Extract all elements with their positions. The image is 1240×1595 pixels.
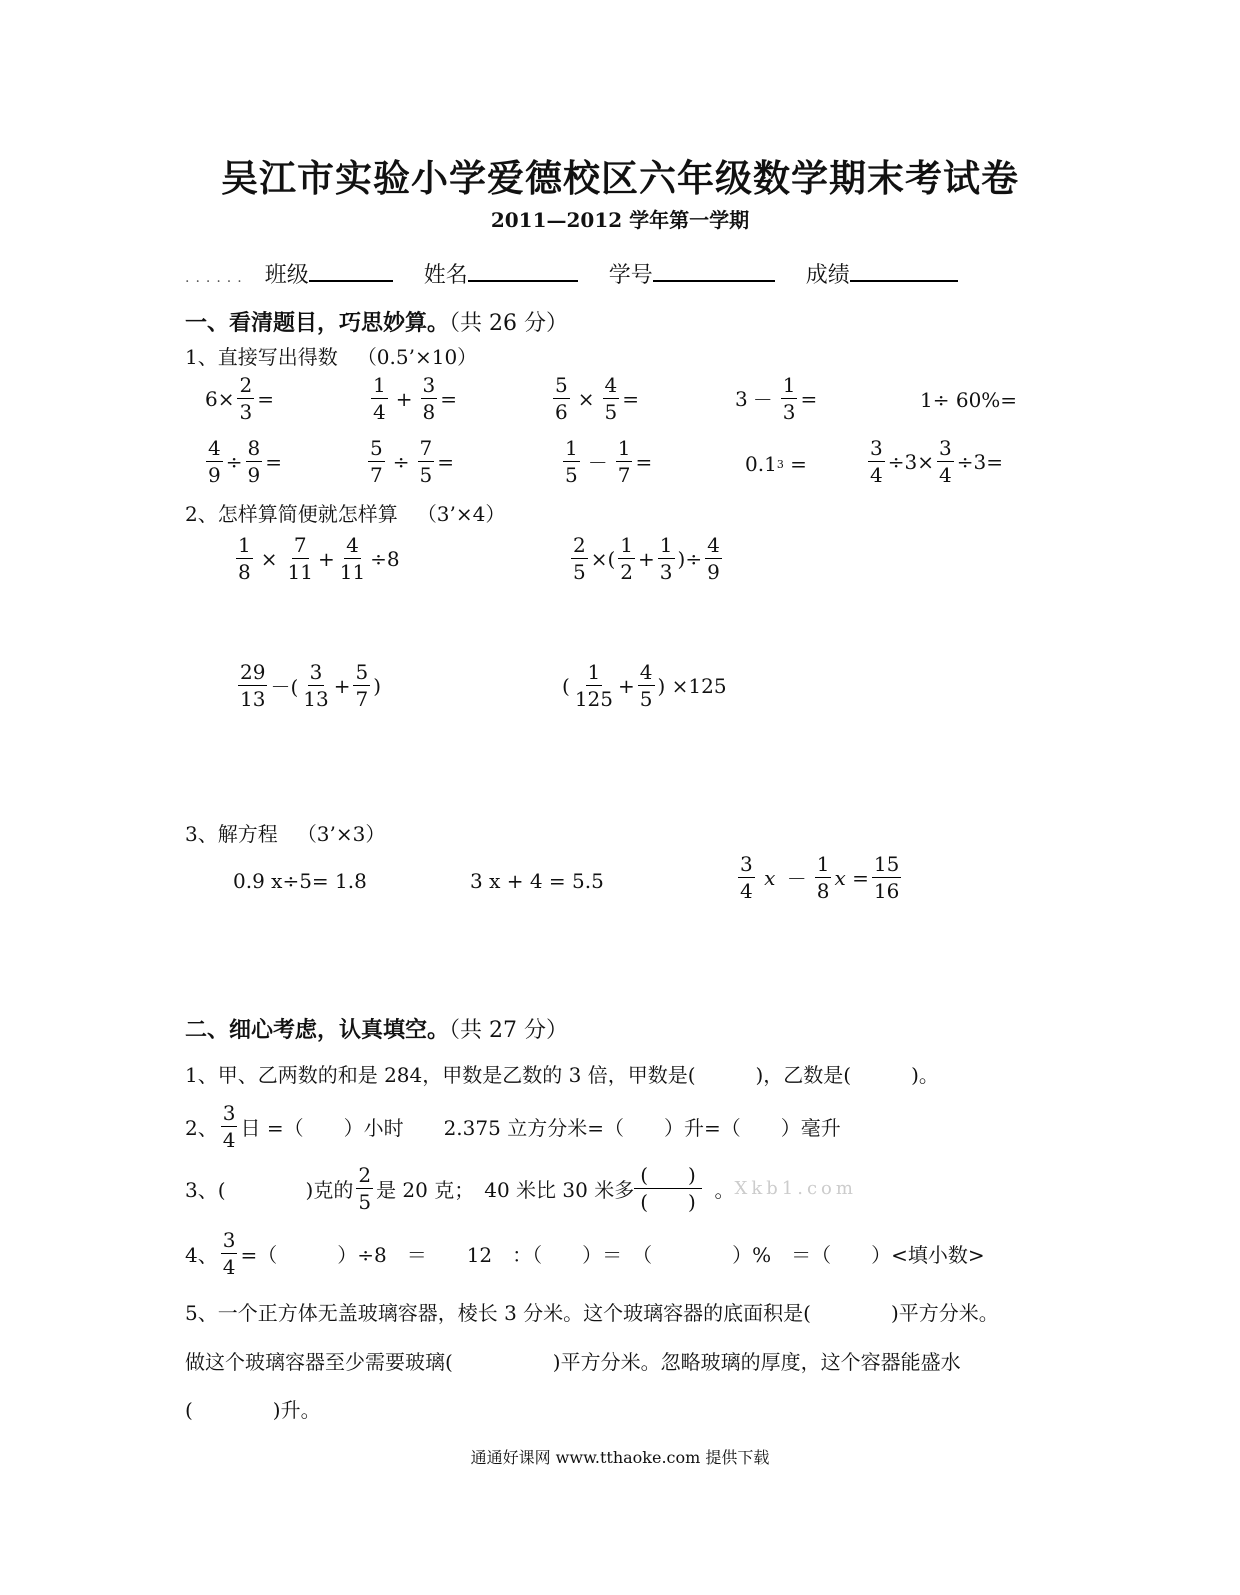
score-label: 成绩	[805, 263, 850, 288]
q3-label: 3、解方程	[185, 822, 278, 846]
section1-title: 一、看清题目，巧思妙算。	[185, 310, 450, 336]
calc-item-percent: 1÷ 60%=	[920, 388, 1018, 412]
empty-fraction[interactable]: ( ) ( )	[634, 1165, 702, 1212]
fill-q3: 3、( )克的 $\frac{2}{5}$ 是 20 克； 40 米比 30 米多 ( ) ( ) 。 Xkb1.com	[185, 1163, 857, 1214]
calc-item: $\frac{1}{4}$ + $\frac{3}{8}$ =	[373, 373, 457, 424]
fill-q1: 1、甲、乙两数的和是 284，甲数是乙数的 3 倍，甲数是( )，乙数是( )。	[185, 1063, 939, 1087]
calc-item: $\frac{4}{9}$ ÷ $\frac{8}{9}$ =	[208, 436, 282, 487]
class-label: 班级	[264, 263, 309, 288]
name-label: 姓名	[423, 263, 468, 288]
fill-q5-line1: 5、一个正方体无盖玻璃容器，棱长 3 分米。这个玻璃容器的底面积是( )平方分米。	[185, 1301, 999, 1325]
section1-points: （共 26 分）	[449, 311, 568, 336]
watermark: Xkb1.com	[734, 1178, 857, 1199]
fill-q4-num: 4、	[185, 1243, 218, 1267]
q1-score: （0.5’×10）	[356, 345, 478, 369]
section2-points: （共 27 分）	[449, 1018, 568, 1043]
semester-subtitle: 2011—2012 学年第一学期	[490, 208, 750, 232]
calc-item: $\frac{5}{7}$ ÷ $\frac{7}{5}$ =	[370, 436, 454, 487]
q3-score: （3’×3）	[296, 822, 386, 846]
calc-item: $\frac{5}{6}$ × $\frac{4}{5}$ =	[555, 373, 639, 424]
q1-heading	[185, 341, 477, 370]
fill-q5-line2: 做这个玻璃容器至少需要玻璃( )平方分米。忽略玻璃的厚度，这个容器能盛水	[185, 1350, 961, 1374]
q2-label: 2、怎样算简便就怎样算	[185, 502, 398, 526]
q3-heading	[185, 818, 385, 847]
fill-q5-line3: ( )升。	[185, 1398, 321, 1422]
equation-3: $\frac{3}{4}$ x － $\frac{1}{8}$ x = $\frac{15}{16}$	[740, 852, 900, 903]
calc-item: $\frac{1}{5}$ － $\frac{1}{7}$ =	[565, 436, 653, 487]
fraction: $\frac{2}{3}$	[239, 373, 253, 424]
calc-item: 6× $\frac{2}{3}$ =	[205, 373, 274, 424]
calc-item: 3 － $\frac{1}{3}$ =	[735, 373, 818, 424]
q1-label: 1、直接写出得数	[185, 345, 338, 369]
section1-heading	[185, 306, 568, 337]
section2-heading	[185, 1013, 568, 1044]
score-blank[interactable]	[850, 260, 958, 282]
simplify-item: ( $\frac{1}{125}$ + $\frac{4}{5}$ ) ×125	[562, 660, 727, 711]
q2-heading	[185, 498, 505, 527]
calc-item: $\frac{3}{4}$ ÷3× $\frac{3}{4}$ ÷3=	[870, 436, 1003, 487]
student-id-label: 学号	[608, 263, 653, 288]
equation-2: 3 x + 4 = 5.5	[470, 869, 604, 893]
calc-item-power: 0.1 3 =	[745, 452, 807, 476]
equation-1: 0.9 x÷5= 1.8	[233, 869, 367, 893]
fill-q3-text-b: 是 20 克； 40 米比 30 米多	[376, 1178, 635, 1202]
class-blank[interactable]	[309, 260, 393, 282]
footer-source: 通通好课网 www.tthaoke.com 提供下载	[470, 1448, 770, 1467]
fill-q4: 4、 $\frac{3}{4}$ =（ ）÷8 ＝ 12 ：（ ）＝ （ ）% ＝（ ）<填小数>	[185, 1228, 985, 1279]
fill-q2-num: 2、	[185, 1116, 218, 1140]
simplify-item: $\frac{1}{8}$ × $\frac{7}{11}$ + $\frac{4}{11}$ ÷8	[238, 533, 400, 584]
fill-q3-text-a: 3、( )克的	[185, 1178, 354, 1202]
q2-score: （3’×4）	[416, 502, 506, 526]
fill-q3-text-c: 。	[714, 1178, 735, 1202]
fill-q4-text: =（ ）÷8 ＝ 12 ：（ ）＝ （ ）% ＝（ ）<填小数>	[240, 1243, 985, 1267]
simplify-item: $\frac{2}{5}$ ×( $\frac{1}{2}$ + $\frac{1}{3}$ )÷ $\frac{4}{9}$	[573, 533, 720, 584]
fill-q2: 2、 $\frac{3}{4}$ 日 =（ ）小时 2.375 立方分米=（ ）升=（ ）毫升	[185, 1101, 841, 1152]
simplify-item: $\frac{29}{13}$ －( $\frac{3}{13}$ + $\frac{5}{7}$ )	[240, 660, 382, 711]
page-title: 吴江市实验小学爱德校区六年级数学期末考试卷	[221, 157, 1019, 200]
dots: ......	[185, 270, 248, 286]
student-info-row	[185, 258, 982, 289]
student-id-blank[interactable]	[653, 260, 775, 282]
name-blank[interactable]	[468, 260, 578, 282]
fill-q2-text: 日 =（ ）小时 2.375 立方分米=（ ）升=（ ）毫升	[240, 1116, 841, 1140]
section2-title: 二、细心考虑，认真填空。	[185, 1017, 450, 1043]
